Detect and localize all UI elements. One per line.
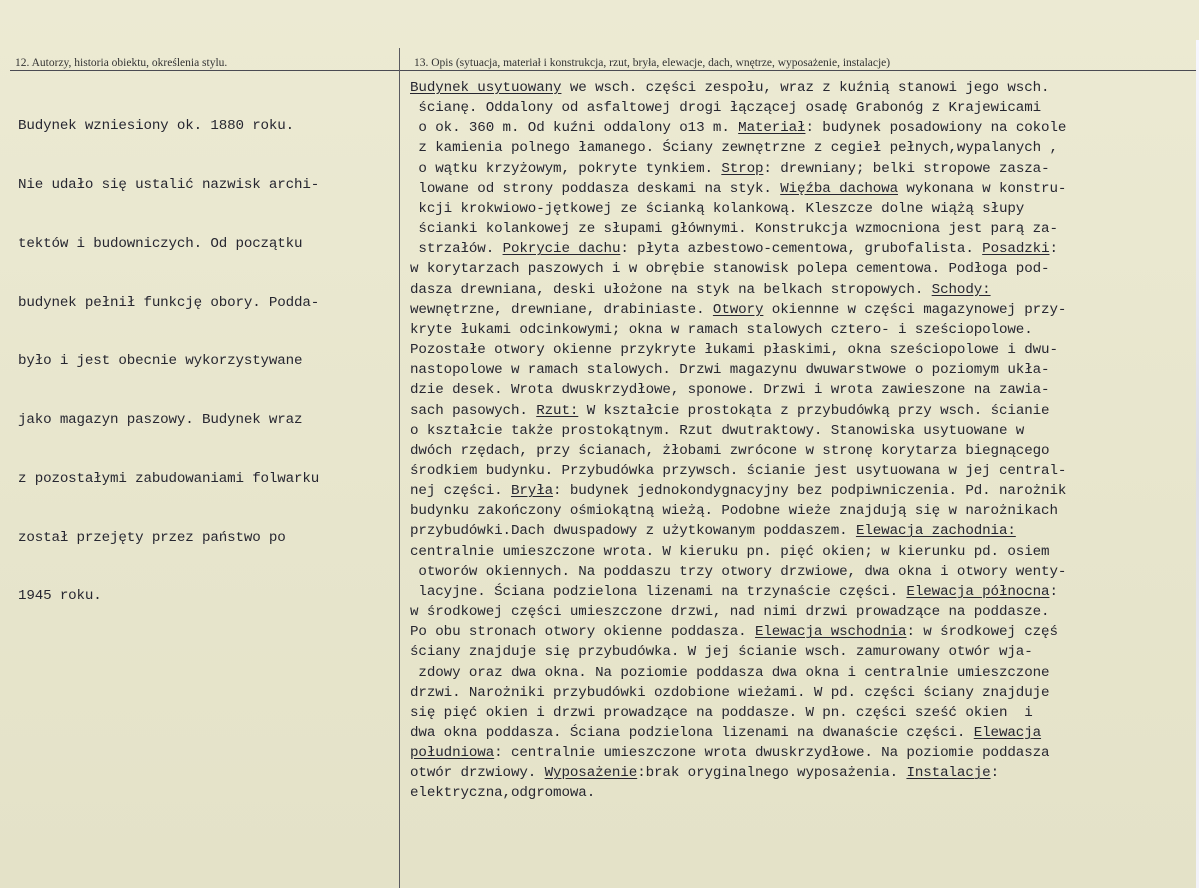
section-heading: Strop <box>721 160 764 177</box>
description-run: ścianę. Oddalony od asfaltowej drogi łączącej osadę Grabonóg z Krajewicami <box>410 100 1042 117</box>
description-run: centralnie umieszczone wrota. W kieruku pn. pięć okien; w kierunku pd. osiem <box>410 543 1050 560</box>
description-line <box>410 239 1066 259</box>
description-run: lacyjne. Ściana podzielona lizenami na trzynaście części. <box>410 583 907 600</box>
history-line: został przejęty przez państwo po <box>18 529 286 546</box>
section-heading: Otwory <box>712 301 764 318</box>
history-line: budynek pełnił funkcję obory. Podda- <box>18 294 320 311</box>
description-line <box>410 683 1066 703</box>
description-line <box>410 763 1066 783</box>
description-run: wewnętrzne, drewniane, drabiniaste. <box>410 301 713 318</box>
section-heading: Elewacja <box>973 725 1042 741</box>
column-divider <box>399 48 400 888</box>
description-run: środkiem budynku. Przybudówka przywsch. ścianie jest usytuowana w jej central- <box>410 462 1067 479</box>
description-run: : w środkowej częś <box>906 624 1058 641</box>
description-line <box>410 421 1066 441</box>
description-line <box>410 78 1066 98</box>
description-line <box>410 663 1066 683</box>
description-run: ścianki kolankowej ze słupami głównymi. Konstrukcja wzmocniona jest parą za- <box>410 221 1058 238</box>
description-run: dasza drewniana, deski ułożone na styk na belkach stropowych. <box>410 281 932 298</box>
header-rule <box>10 70 1199 71</box>
section-heading: Bryła <box>510 483 554 500</box>
description-line <box>410 320 1066 340</box>
field-12-label: 12. Autorzy, historia obiektu, określenia stylu. <box>15 57 228 69</box>
description-line <box>410 723 1066 743</box>
section-heading: Instalacje <box>906 765 991 782</box>
section-heading: Wyposażenie <box>544 765 638 782</box>
description-run: : płyta azbestowo-cementowa, grubofalista. <box>620 241 983 258</box>
description-run: budynku zakończony ośmiokątną wieżą. Podobne wieże znajdują się w narożnikach <box>410 503 1058 520</box>
description-line <box>410 521 1066 541</box>
history-line: było i jest obecnie wykorzystywane <box>18 353 303 370</box>
description-run: :brak oryginalnego wyposażenia. <box>637 765 907 782</box>
description-line <box>410 642 1066 662</box>
description-line <box>410 280 1066 300</box>
history-line: z pozostałymi zabudowaniami folwarku <box>18 470 320 487</box>
section-heading: Materiał <box>738 120 806 137</box>
description-run: lowane od strony poddasza deskami na styk. <box>410 180 781 197</box>
description-line <box>410 118 1066 138</box>
description-line <box>410 441 1066 461</box>
description-run: : budynek jednokondygnacyjny bez podpiwniczenia. Pd. narożnik <box>553 483 1067 500</box>
description-run: sach pasowych. <box>410 402 537 419</box>
description-line <box>410 461 1066 481</box>
description-run: elektryczna,odgromowa. <box>410 785 596 802</box>
history-line: jako magazyn paszowy. Budynek wraz <box>18 412 303 429</box>
description-line <box>410 98 1066 118</box>
description-run: o wątku krzyżowym, pokryte tynkiem. <box>410 160 722 177</box>
description-line <box>410 602 1066 622</box>
description-run: okiennne w części magazynowej przy- <box>763 301 1067 318</box>
description-text <box>410 78 1066 804</box>
section-heading: Posadzki <box>982 241 1050 258</box>
description-run: przybudówki.Dach dwuspadowy z użytkowanym poddaszem. <box>410 523 856 540</box>
description-run: : drewniany; belki stropowe zaszа- <box>763 160 1050 177</box>
section-heading: Budynek usytuowany <box>410 80 562 96</box>
description-run: się pięć okien i drzwi prowadzące na poddasze. W pn. części sześć okien i <box>410 704 1033 721</box>
description-run: zdowy oraz dwa okna. Na poziomie poddasza dwa okna i centralnie umieszczone <box>410 664 1050 681</box>
section-heading: Więźba dachowa <box>780 180 899 197</box>
description-run: : <box>1049 241 1058 258</box>
description-line <box>410 401 1066 421</box>
description-line <box>410 179 1066 199</box>
description-run: strzałów. <box>410 241 503 258</box>
description-line <box>410 703 1066 723</box>
description-run: : budynek posadowiony na cokole <box>805 120 1067 137</box>
description-run: : <box>990 765 999 782</box>
history-line: 1945 roku. <box>18 588 102 605</box>
description-line <box>410 380 1066 400</box>
description-run: dwóch rzędach, przy ścianach, żłobami zwrócone w stronę korytarza biegnącego <box>410 442 1050 459</box>
description-run: : centralnie umieszczone wrota dwuskrzydłowe. Na poziomie poddasza <box>494 745 1050 762</box>
description-run: nastopolowe w ramach stalowych. Drzwi magazynu dwuwarstwowe o poziomym ukła- <box>410 362 1050 379</box>
description-line <box>410 562 1066 582</box>
description-line <box>410 219 1066 239</box>
description-line <box>410 138 1066 158</box>
description-run: w korytarzach paszowych i w obrębie stanowisk polepa cementowa. Podłoga pod- <box>410 261 1050 278</box>
section-heading: Schody: <box>931 281 991 298</box>
section-heading: Rzut: <box>536 402 579 419</box>
description-run: Pozostałe otwory okienne przykryte łukami płaskimi, okna sześciopolowe i dwu- <box>410 342 1058 359</box>
description-line <box>410 300 1066 320</box>
description-line <box>410 542 1066 562</box>
description-line <box>410 783 1066 803</box>
description-run: nej części. <box>410 483 511 500</box>
description-line <box>410 259 1066 279</box>
description-run: kcji krokwiowo-jętkowej ze ścianką kolankową. Kleszcze dolne wiążą słupy <box>410 200 1025 217</box>
section-heading: Pokrycie dachu <box>502 241 621 258</box>
description-line <box>410 159 1066 179</box>
description-run: Po obu stronach otwory okienne poddasza. <box>410 624 755 641</box>
description-run: : <box>1049 583 1058 600</box>
description-run: ściany znajduje się przybudówka. W jej ścianie wsch. zamurowany otwór wja- <box>410 644 1033 661</box>
description-run: otwór drzwiowy. <box>410 765 545 782</box>
description-run: z kamienia polnego łamanego. Ściany zewnętrzne z cegieł pełnych,wypalanych , <box>410 140 1058 157</box>
description-run: dzie desek. Wrota dwuskrzydłowe, sponowe. Drzwi i wrota zawieszone na zawia- <box>410 382 1050 399</box>
description-run: otworów okiennych. Na poddaszu trzy otwory drzwiowe, dwa okna i otwory wenty- <box>410 563 1067 580</box>
description-line <box>410 622 1066 642</box>
description-line <box>410 340 1066 360</box>
description-line <box>410 501 1066 521</box>
history-text <box>18 78 319 627</box>
section-heading: Elewacja wschodnia <box>754 624 907 641</box>
section-heading: Elewacja północna <box>906 583 1050 600</box>
description-run: drzwi. Narożniki przybudówki ozdobione wieżami. W pd. części ściany znajduje <box>410 684 1050 701</box>
description-line <box>410 481 1066 501</box>
history-line: Budynek wzniesiony ok. 1880 roku. <box>18 118 295 135</box>
description-run: w środkowej części umieszczone drzwi, nad nimi drzwi prowadzące na poddasze. <box>410 604 1050 621</box>
description-run: kryte łukami odcinkowymi; okna w ramach stalowych cztero- i sześciopolowe. <box>410 321 1033 338</box>
description-run: o kształcie także prostokątnym. Rzut dwutraktowy. Stanowiska usytuowane w <box>410 422 1025 439</box>
description-run: W kształcie prostokąta z przybudówką przy wsch. ścianie <box>578 402 1050 419</box>
description-run: we wsch. części zespołu, wraz z kuźnią stanowi jego wsch. <box>561 80 1050 96</box>
history-line: tektów i budowniczych. Od początku <box>18 235 303 252</box>
description-line <box>410 743 1066 763</box>
field-13-label: 13. Opis (sytuacja, materiał i konstrukcja, rzut, bryła, elewacje, dach, wnętrze, wyposażenie, instalacje) <box>414 57 891 69</box>
description-line <box>410 199 1066 219</box>
description-line <box>410 582 1066 602</box>
description-run: o ok. 360 m. Od kuźni oddalony o13 m. <box>410 120 739 137</box>
description-run: wykonana w konstru- <box>898 180 1067 197</box>
description-line <box>410 360 1066 380</box>
section-heading: Elewacja zachodnia: <box>855 523 1016 540</box>
section-heading: południowa <box>410 745 495 762</box>
history-line: Nie udało się ustalić nazwisk archi- <box>18 176 320 193</box>
description-run: dwa okna poddasza. Ściana podzielona lizenami na dwanaście części. <box>410 725 974 741</box>
